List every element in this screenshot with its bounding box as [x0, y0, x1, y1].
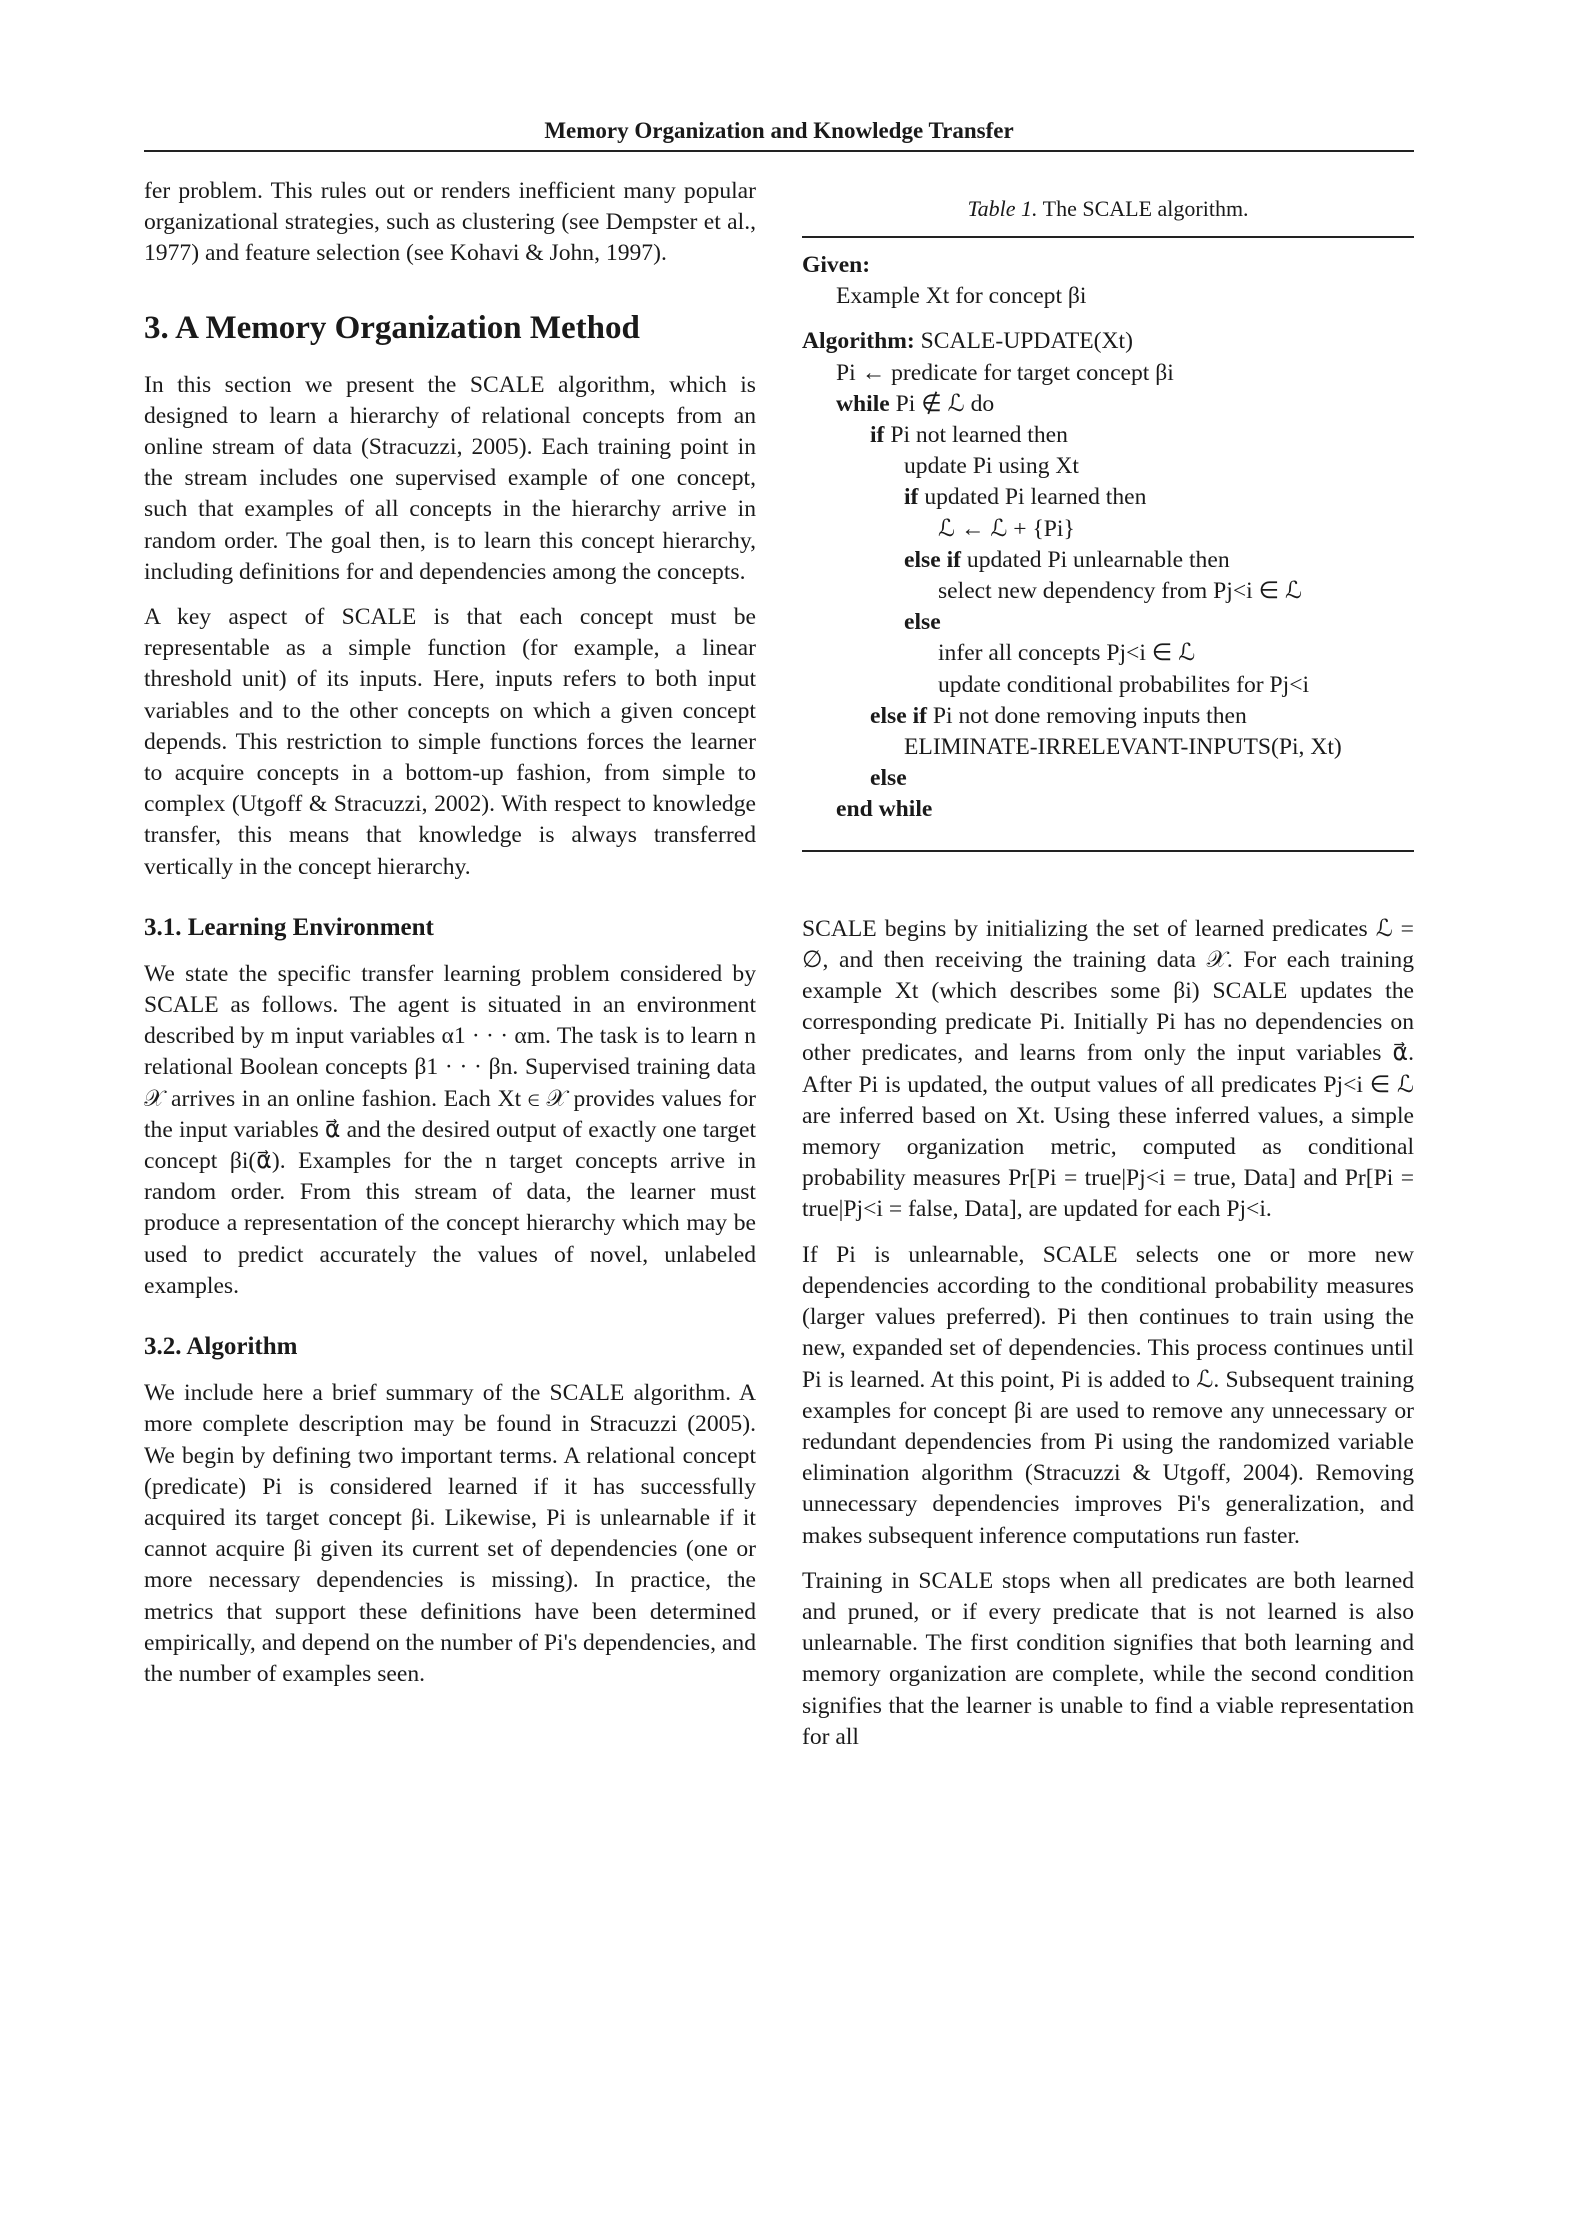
table-caption — [802, 194, 1414, 224]
algorithm-line — [802, 545, 1414, 576]
algorithm-text: Pi ∉ ℒ do — [889, 390, 995, 417]
section-title: 3. A Memory Organization Method — [144, 309, 640, 346]
algorithm-line — [802, 420, 1414, 451]
algorithm-line — [802, 607, 1414, 638]
algorithm-line — [802, 576, 1414, 607]
algorithm-text: ELIMINATE-IRRELEVANT-INPUTS(Pi, Xt) — [904, 734, 1342, 761]
algorithm-keyword: else — [904, 609, 941, 636]
algorithm-text: infer all concepts Pj<i ∈ ℒ — [938, 640, 1196, 667]
algorithm-keyword: else — [870, 765, 907, 792]
algorithm-line — [802, 514, 1414, 545]
algorithm-spacer — [802, 312, 1414, 326]
algorithm-keyword: else if — [870, 702, 927, 729]
paragraph-intro: In this section we present the SCALE algorithm, which is designed to learn a hierarchy of relational concepts from an online stream of data (Stracuzzi, 2005). Each training point in the stream includes one supervised example of one concept, such that examples of all concepts in the hierarchy arrive in random order. The goal then, is to learn this concept hierarchy, including definitions for and dependencies among the concepts. — [144, 371, 756, 585]
algorithm-text: update conditional probabilites for Pj<i — [938, 671, 1310, 698]
algorithm-text: updated Pi learned then — [918, 484, 1147, 511]
right-column — [802, 176, 1414, 1767]
paragraph-unlearnable: If Pi is unlearnable, SCALE selects one or more new dependencies according to the conditional probability measures (larger values preferred). Pi then continues to train using the new, expanded set of dependencies. This process continues until Pi is learned. At this point, Pi is added to ℒ. Subsequent training examples for concept βi are used to remove any unnecessary or redundant dependencies from Pi using the randomized variable elimination algorithm (Stracuzzi & Utgoff, 2004). Removing unnecessary dependencies improves Pi's generalization, and makes subsequent inference computations run faster. — [802, 1241, 1414, 1549]
algorithm-text: Pi not done removing inputs then — [927, 702, 1247, 729]
table-caption-number: Table 1. — [967, 196, 1038, 221]
paragraph-continued: fer problem. This rules out or renders inefficient many popular organizational strategies, such as clustering (see Dempster et al., 1977) and feature selection (see Kohavi & John, 1997). — [144, 178, 756, 267]
header-rule — [144, 150, 1414, 152]
algorithm-line — [802, 358, 1414, 389]
algorithm-keyword: if — [870, 422, 885, 449]
left-column — [144, 176, 756, 1704]
algorithm-text: select new dependency from Pj<i ∈ ℒ — [938, 578, 1303, 605]
algorithm-line — [802, 763, 1414, 794]
algorithm-keyword: Algorithm: — [802, 328, 915, 355]
algorithm-line — [802, 482, 1414, 513]
algorithm-text: Pi not learned then — [884, 422, 1068, 449]
algorithm-line — [802, 451, 1414, 482]
subsection-title-algorithm: 3.2. Algorithm — [144, 1333, 298, 1361]
algorithm-line — [802, 326, 1414, 357]
subsection-title-learning-environment: 3.1. Learning Environment — [144, 913, 434, 941]
algorithm-line — [802, 732, 1414, 763]
algorithm-line — [802, 670, 1414, 701]
algorithm-text: Example Xt for concept βi — [836, 283, 1087, 310]
algorithm-keyword: else if — [904, 546, 961, 573]
algorithm-keyword: while — [836, 390, 890, 417]
paragraph-environment: We state the specific transfer learning problem considered by SCALE as follows. The agent is situated in an environment described by m input variables α1 · · · αm. The task is to learn n relational Boolean concepts β1 · · · βn. Supervised training data 𝒳 arrives in an online fashion. Each Xt ∈ 𝒳 provides values for the input variables α⃗ and the desired output of exactly one target concept βi(α⃗). Examples for the n target concepts arrive in random order. From this stream of data, the learner must produce a representation of the concept hierarchy which may be used to predict accurately the values of novel, unlabeled examples. — [144, 960, 756, 1299]
table-bottom-rule — [802, 850, 1414, 852]
algorithm-text: update Pi using Xt — [904, 453, 1079, 480]
algorithm-line — [802, 389, 1414, 420]
paragraph-scale-begins: SCALE begins by initializing the set of learned predicates ℒ = ∅, and then receiving the training data 𝒳. For each training example Xt (which describes some βi) SCALE updates the corresponding predicate Pi. Initially Pi has no dependencies on other predicates, and learns from only the input variables α⃗. After Pi is updated, the output values of all predicates Pj<i ∈ ℒ are inferred based on Xt. Using these inferred values, a simple memory organization metric, computed as conditional probability measures Pr[Pi = true|Pj<i = true, Data] and Pr[Pi = true|Pj<i = false, Data], are updated for each Pj<i. — [802, 915, 1414, 1223]
running-head: Memory Organization and Knowledge Transfer — [544, 118, 1014, 143]
algorithm-line — [802, 794, 1414, 825]
algorithm-keyword: if — [904, 484, 919, 511]
algorithm-text: ℒ ← ℒ + {Pi} — [938, 515, 1075, 542]
algorithm-keyword: Given: — [802, 252, 871, 278]
algorithm-line — [802, 638, 1414, 669]
algorithm-line — [802, 281, 1414, 312]
paragraph-training-stops: Training in SCALE stops when all predicates are both learned and pruned, or if every predicate that is not learned is also unlearnable. The first condition signifies that both learning and memory organization are complete, while the second condition signifies that the learner is unable to find a viable representation for all — [802, 1567, 1414, 1750]
table-caption-text: The SCALE algorithm. — [1042, 196, 1249, 221]
algorithm-text: updated Pi unlearnable then — [961, 546, 1230, 573]
algorithm-line — [802, 701, 1414, 732]
algorithm-listing — [802, 238, 1414, 850]
algorithm-text: Pi ← predicate for target concept βi — [836, 359, 1174, 386]
algorithm-text: SCALE-UPDATE(Xt) — [914, 328, 1133, 355]
paragraph-key-aspect: A key aspect of SCALE is that each concept must be representable as a simple function (for example, a linear threshold unit) of its inputs. Here, inputs refers to both input variables and to the other concepts on which a given concept depends. This restriction to simple functions forces the learner to acquire concepts in a bottom-up fashion, from simple to complex (Utgoff & Stracuzzi, 2002). With respect to knowledge transfer, this means that knowledge is always transferred vertically in the concept hierarchy. — [144, 604, 756, 880]
algorithm-line — [802, 250, 1414, 281]
algorithm-keyword: end while — [836, 796, 933, 823]
paragraph-algorithm: We include here a brief summary of the SCALE algorithm. A more complete description may be found in Stracuzzi (2005). We begin by defining two important terms. A relational concept (predicate) Pi is considered learned if it has successfully acquired its target concept βi. Likewise, Pi is unlearnable if it cannot acquire βi given its current set of dependencies (one or more necessary dependencies is missing). In practice, the metrics that support these definitions have been determined empirically, and depend on the number of Pi's dependencies, and the number of examples seen. — [144, 1380, 756, 1687]
